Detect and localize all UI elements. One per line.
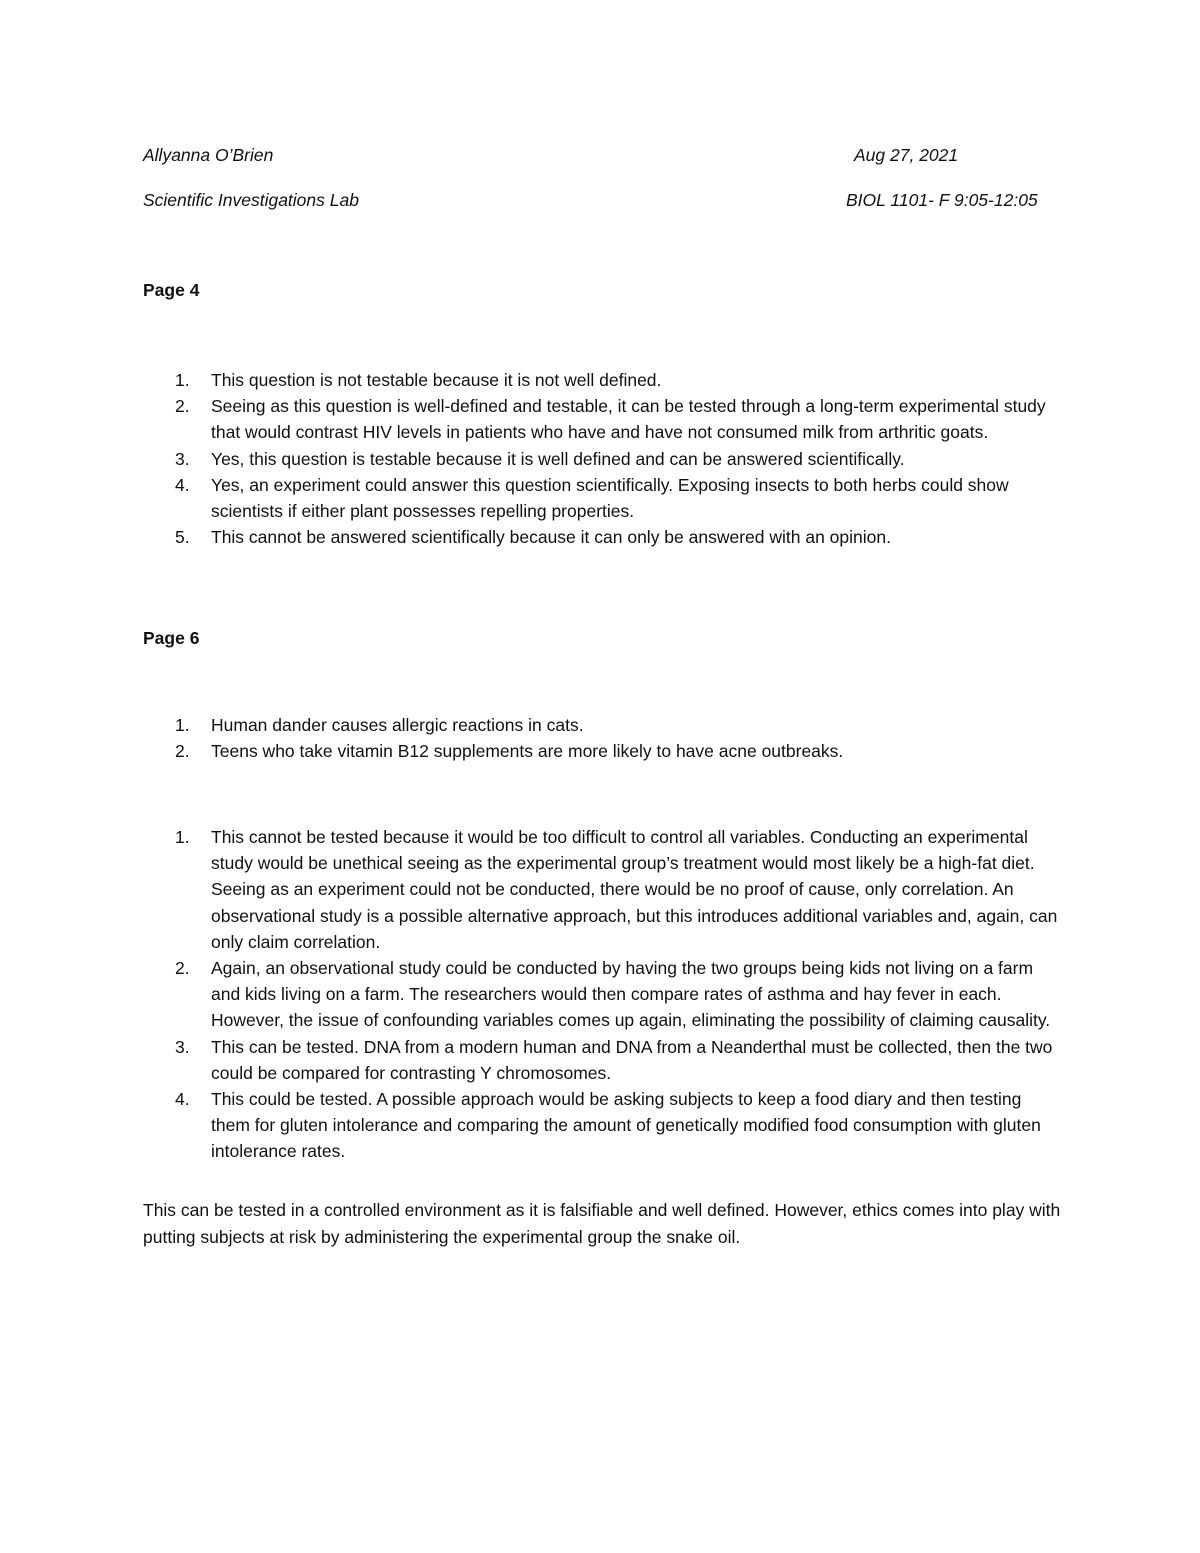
item-number: 3. bbox=[175, 1036, 190, 1057]
item-text: Human dander causes allergic reactions in cats. bbox=[211, 715, 584, 735]
item-text: Yes, an experiment could answer this question scientifically. Exposing insects to both herbs could show scientists if either plant possesses repelling properties. bbox=[211, 474, 1009, 522]
item-text: Seeing as this question is well-defined and testable, it can be tested through a long-term experimental study that would contrast HIV levels in patients who have and have not consumed milk from arthritic goats. bbox=[211, 396, 1046, 443]
item-number: 4. bbox=[175, 1089, 190, 1110]
section-heading-page-6: Page 6 bbox=[143, 628, 200, 648]
section-heading-page-4: Page 4 bbox=[143, 280, 200, 300]
item-text: Again, an observational study could be conducted by having the two groups being kids not living on a farm and kids living on a farm. The researchers would then compare rates of asthma and hay fever in each. However, the issue of confounding variables comes up again, eliminating the possibility of claiming causality. bbox=[211, 958, 1051, 1031]
list-item bbox=[143, 446, 1063, 472]
item-number: 2. bbox=[175, 958, 190, 979]
item-text: This cannot be answered scientifically because it can only be answered with an opinion. bbox=[211, 527, 891, 548]
item-number: 4. bbox=[175, 474, 190, 495]
closing-paragraph: This can be tested in a controlled environment as it is falsifiable and well defined. However, ethics comes into play with putting subjects at risk by administering the experimental group the snake oil. bbox=[143, 1200, 1061, 1247]
page-6-hypothesis-list bbox=[143, 712, 1063, 764]
list-item bbox=[143, 712, 1063, 738]
item-text: This cannot be tested because it would be too difficult to control all variables. Conducting an experimental study would be unethical seeing as the experimental group’s treatment would most likely be a high-fat diet. Seeing as an experiment could not be conducted, there would be no proof of cause, only correlation. An observational study is a possible alternative approach, but this introduces additional variables and, again, can only claim correlation. bbox=[211, 827, 1058, 952]
list-item bbox=[143, 738, 1063, 764]
item-number: 3. bbox=[175, 448, 190, 469]
item-text: This question is not testable because it is not well defined. bbox=[211, 370, 662, 390]
list-item bbox=[143, 1086, 1063, 1165]
list-item bbox=[143, 367, 1063, 393]
page-4-answer-list bbox=[143, 367, 1063, 550]
list-item bbox=[143, 472, 1063, 524]
list-item bbox=[143, 1034, 1063, 1086]
list-item bbox=[143, 824, 1063, 955]
lab-title: Scientific Investigations Lab bbox=[143, 190, 359, 210]
date: Aug 27, 2021 bbox=[854, 145, 959, 165]
item-number: 1. bbox=[175, 827, 190, 847]
item-number: 2. bbox=[175, 396, 190, 417]
item-text: This can be tested. DNA from a modern human and DNA from a Neanderthal must be collected, then the two could be compared for contrasting Y chromosomes. bbox=[211, 1036, 1053, 1083]
course-info: BIOL 1101- F 9:05-12:05 bbox=[846, 190, 1038, 210]
item-text: Yes, this question is testable because it is well defined and can be answered scientifically. bbox=[211, 448, 905, 469]
list-item bbox=[143, 524, 1063, 550]
author-name: Allyanna O’Brien bbox=[143, 145, 274, 165]
item-number: 2. bbox=[175, 741, 190, 762]
list-item bbox=[143, 955, 1063, 1034]
item-number: 1. bbox=[175, 715, 190, 735]
page-6-testability-list bbox=[143, 824, 1063, 1165]
list-item bbox=[143, 393, 1063, 445]
item-text: This could be tested. A possible approach would be asking subjects to keep a food diary and then testing them for gluten intolerance and comparing the amount of genetically modified food consumption with gluten intolerance rates. bbox=[211, 1089, 1041, 1162]
item-text: Teens who take vitamin B12 supplements are more likely to have acne outbreaks. bbox=[211, 741, 844, 762]
item-number: 1. bbox=[175, 370, 190, 390]
item-number: 5. bbox=[175, 527, 190, 548]
